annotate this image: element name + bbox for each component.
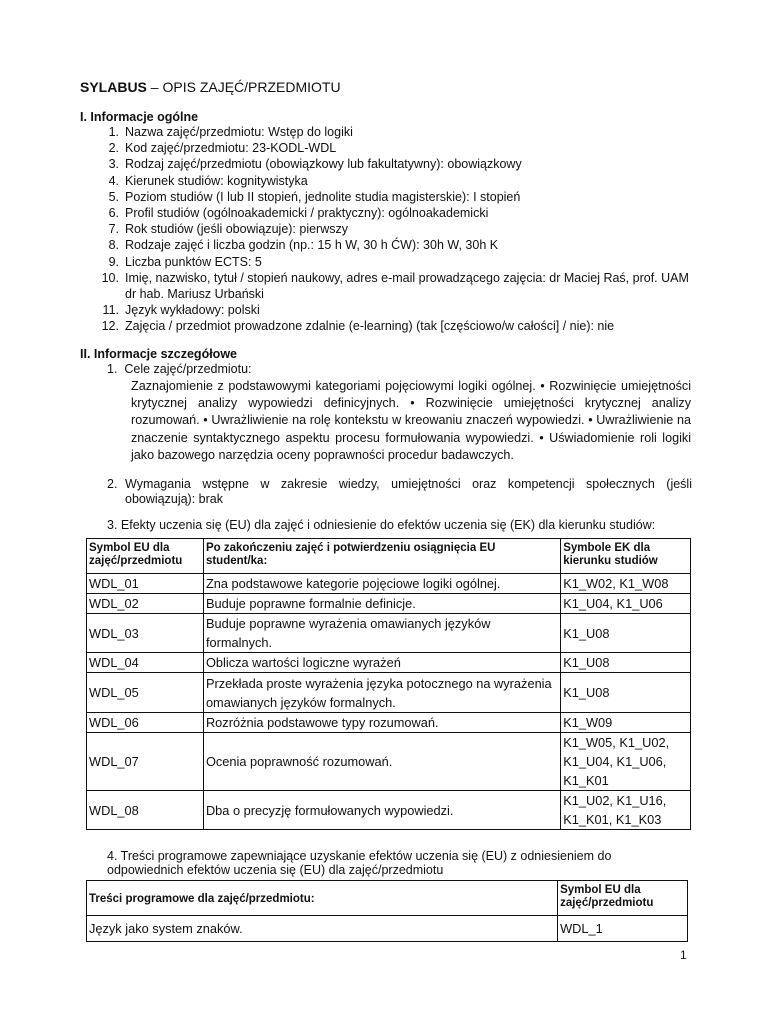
general-info-list (101, 124, 700, 335)
cell: Język jako system znaków. (87, 916, 558, 942)
item-number: 8. (108, 238, 119, 253)
ek-symbols-cell: K1_U08 (561, 614, 691, 653)
list-item (108, 156, 700, 172)
outcome-cell: Przekłada proste wyrażenia języka potocznego na wyrażenia omawianych języków formalnych. (203, 673, 560, 713)
table-row (87, 653, 691, 673)
list-item (101, 318, 700, 334)
item-text: Poziom studiów (I lub II stopień, jednolite studia magisterskie): I stopień (125, 189, 521, 204)
list-item (108, 205, 700, 221)
list-item (108, 140, 700, 156)
item-text: Rodzaj zajęć/przedmiotu (obowiązkowy lub fakultatywny): obowiązkowy (125, 157, 522, 172)
table-header (87, 539, 691, 574)
outcome-cell: Zna podstawowe kategorie pojęciowe logiki ogólnej. (203, 574, 560, 594)
table-row (87, 594, 691, 614)
cell: WDL_1 (558, 916, 688, 942)
table-row (87, 791, 691, 830)
outcomes-label: 3. Efekty uczenia się (EU) dla zajęć i odniesienie do efektów uczenia się (EK) dla kierunku studiów: (107, 518, 656, 532)
item-text: Nazwa zajęć/przedmiotu: Wstęp do logiki (125, 125, 353, 139)
eu-symbol-cell: WDL_01 (87, 574, 204, 594)
item-text: Język wykładowy: polski (125, 303, 260, 318)
outcome-cell: Buduje poprawne formalnie definicje. (203, 594, 560, 614)
ek-symbols-cell: K1_W02, K1_W08 (561, 574, 691, 594)
learning-outcomes-table (86, 538, 691, 830)
table-row (87, 916, 688, 942)
ek-symbols-cell: K1_W09 (561, 713, 691, 733)
item-number: 11. (102, 303, 119, 318)
table-row (87, 733, 691, 791)
ek-symbols-cell: K1_U08 (561, 673, 691, 713)
eu-symbol-cell: WDL_06 (87, 713, 204, 733)
table-row (87, 673, 691, 713)
item-text: Imię, nazwisko, tytuł / stopień naukowy, adres e-mail prowadzącego zajęcia: dr Maciej Raś, prof. UAM dr hab. Mariusz Urbański (125, 270, 689, 302)
section-1-heading: I. Informacje ogólne (80, 110, 199, 124)
goals-text: Zaznajomienie z podstawowymi kategoriami pojęciowymi logiki ogólnej. • Rozwinięcie umiejętności krytycznej analizy wypowiedzi definicyjnych. • Rozwinięcie umiejętności krytycznej analizy rozumowań. • Uwrażliwienie na rolę kontekstu w kreowaniu znaczeń wypowiedzi. • Uwrażliwienie na znaczenie syntaktycznego aspektu procesu formułowania wypowiedzi. • Uświadomienie roli logiki jako bazowego narzędzia oceny poprawności procedur badawczych. (131, 379, 691, 462)
ek-symbols-cell: K1_U04, K1_U06 (561, 594, 691, 614)
item-text: Rodzaje zajęć i liczba godzin (np.: 15 h W, 30 h ĆW): 30h W, 30h K (125, 238, 499, 253)
item-number: 9. (108, 254, 119, 269)
item-number: 5. (108, 189, 119, 204)
outcome-cell: Ocenia poprawność rozumowań. (203, 733, 560, 791)
table-row (87, 574, 691, 594)
page-number: 1 (680, 948, 687, 962)
eu-symbol-cell: WDL_02 (87, 594, 204, 614)
item-text: Rok studiów (jeśli obowiązuje): pierwszy (125, 222, 348, 237)
goals-label-text: Cele zajęć/przedmiotu: (124, 362, 252, 376)
eu-symbol-cell: WDL_03 (87, 614, 204, 653)
document-title (80, 79, 341, 95)
eu-symbol-cell: WDL_04 (87, 653, 204, 673)
item-number: 1. (108, 125, 119, 139)
list-item (108, 221, 700, 237)
item-number: 6. (108, 206, 119, 221)
content-label: 4. Treści programowe zapewniające uzyskanie efektów uczenia się (EU) z odniesieniem do odpowiednich efektów uczenia się (EU) dla zajęć/przedmiotu (107, 849, 612, 877)
header-cell: Po zakończeniu zajęć i potwierdzeniu osiągnięcia EU student/ka: (203, 539, 560, 574)
section-2-heading: II. Informacje szczegółowe (80, 347, 237, 361)
header-cell: Treści programowe dla zajęć/przedmiotu: (87, 881, 558, 916)
outcome-cell: Rozróżnia podstawowe typy rozumowań. (203, 713, 560, 733)
item-text: Kod zajęć/przedmiotu: 23-KODL-WDL (125, 141, 337, 156)
list-item (101, 270, 700, 302)
item-number: 2. (108, 141, 119, 156)
item-number: 10. (101, 270, 119, 285)
title-bold: SYLABUS (80, 79, 147, 95)
item-number: 7. (108, 222, 119, 237)
list-item (108, 189, 700, 205)
ek-symbols-cell: K1_W05, K1_U02, K1_U04, K1_U06, K1_K01 (561, 733, 691, 791)
item-number: 4. (108, 173, 119, 188)
list-item (108, 237, 700, 253)
eu-symbol-cell: WDL_07 (87, 733, 204, 791)
header-cell: Symbole EK dla kierunku studiów (561, 539, 691, 574)
outcome-cell: Dba o precyzję formułowanych wypowiedzi. (203, 791, 560, 830)
goals-label: 1. Cele zajęć/przedmiotu: (107, 362, 252, 376)
eu-symbol-cell: WDL_08 (87, 791, 204, 830)
outcome-cell: Buduje poprawne wyrażenia omawianych języków formalnych. (203, 614, 560, 653)
table-row (87, 713, 691, 733)
prerequisites-text: Wymagania wstępne w zakresie wiedzy, umiejętności oraz kompetencji społecznych (jeśli obowiązują): brak (125, 477, 692, 506)
list-item (108, 124, 700, 140)
list-item (108, 254, 700, 270)
prerequisites: 2. Wymagania wstępne w zakresie wiedzy, umiejętności oraz kompetencji społecznych (jeśli obowiązują): brak (107, 477, 692, 506)
item-text: Zajęcia / przedmiot prowadzone zdalnie (e-learning) (tak [częściowo/w całości] / nie): nie (125, 319, 615, 334)
eu-symbol-cell: WDL_05 (87, 673, 204, 713)
item-number: 12. (101, 319, 119, 334)
table-header (87, 881, 688, 916)
table-row (87, 614, 691, 653)
item-text: Liczba punktów ECTS: 5 (125, 254, 262, 269)
ek-symbols-cell: K1_U08 (561, 653, 691, 673)
header-cell: Symbol EU dla zajęć/przedmiotu (87, 539, 204, 574)
item-number: 3. (108, 157, 119, 172)
item-text: Kierunek studiów: kognitywistyka (125, 173, 308, 188)
item-text: Profil studiów (ogólnoakademicki / praktyczny): ogólnoakademicki (125, 206, 489, 221)
title-rest: – OPIS ZAJĘĆ/PRZEDMIOTU (146, 79, 341, 95)
header-cell: Symbol EU dla zajęć/przedmiotu (558, 881, 688, 916)
list-item (102, 302, 700, 318)
ek-symbols-cell: K1_U02, K1_U16, K1_K01, K1_K03 (561, 791, 691, 830)
program-content-table (86, 880, 688, 942)
list-item (108, 173, 700, 189)
outcome-cell: Oblicza wartości logiczne wyrażeń (203, 653, 560, 673)
